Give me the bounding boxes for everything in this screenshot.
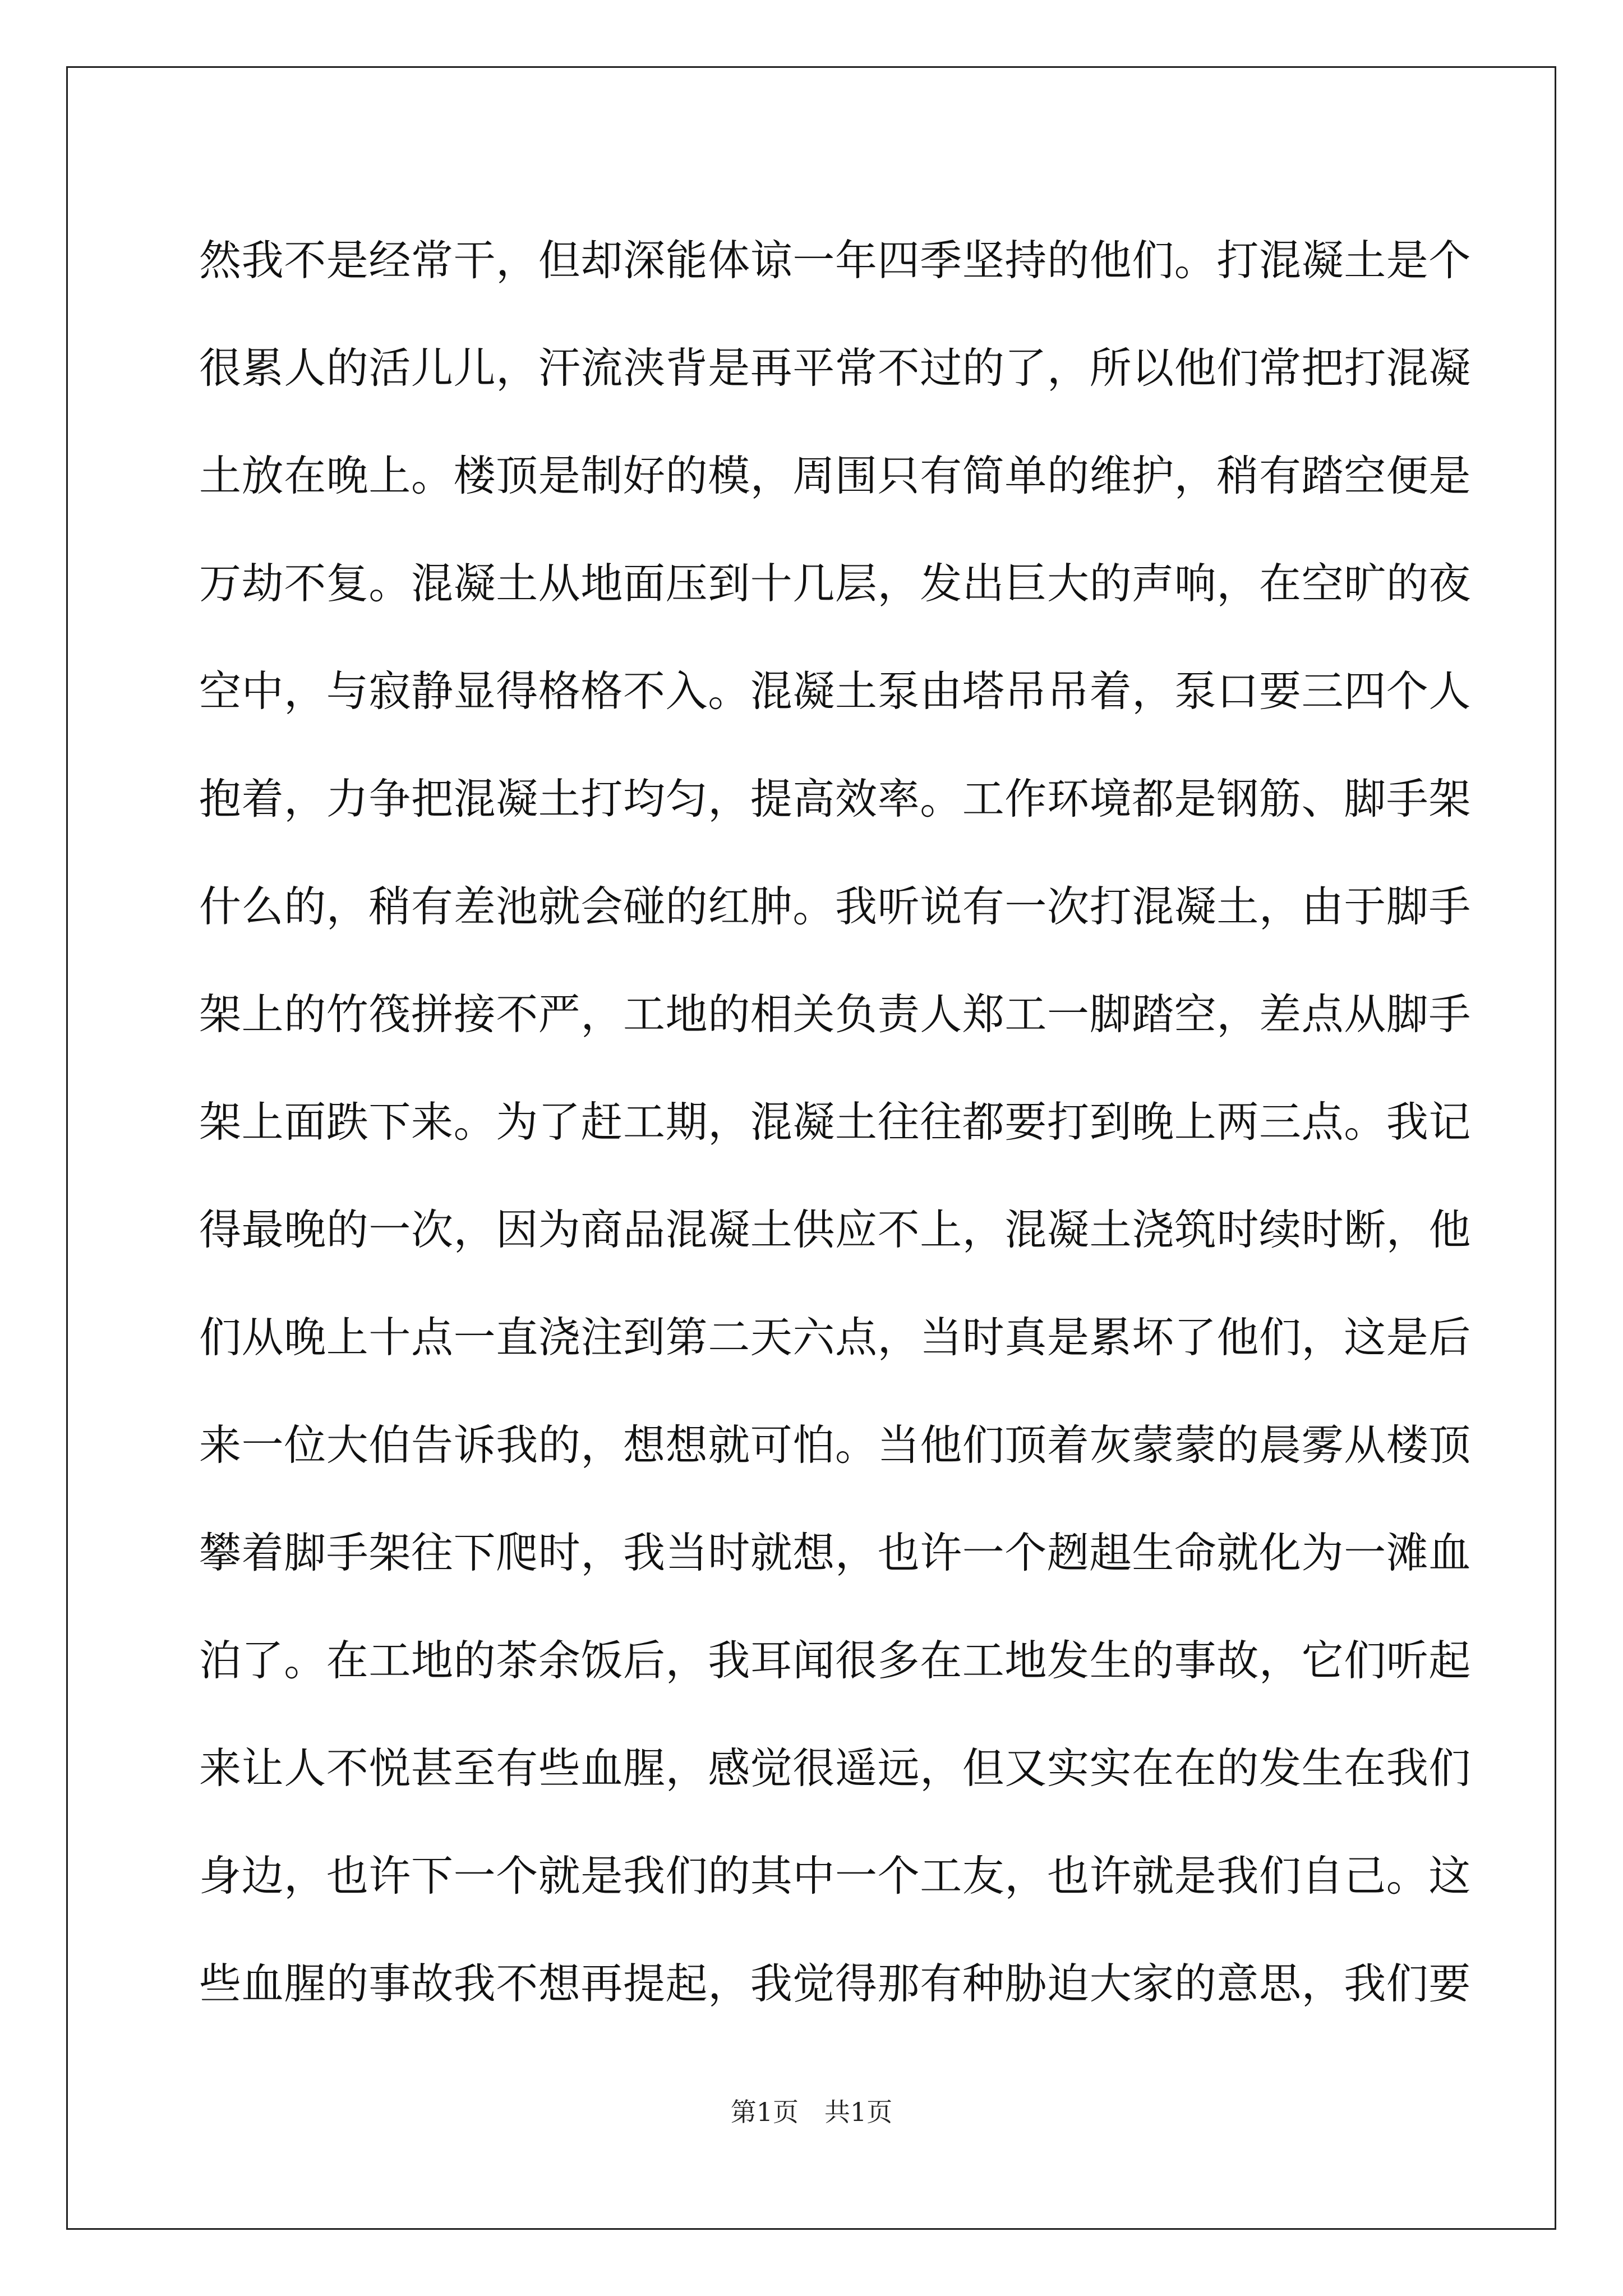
document-body [199,206,1472,2037]
text-line: 泊了。在工地的茶余饭后，我耳闻很多在工地发生的事故，它们听起 [199,1636,1472,1685]
page-number-footer: 第1页 共1页 [730,2097,893,2127]
text-line: 们从晚上十点一直浇注到第二天六点，当时真是累坏了他们，这是后 [199,1313,1472,1362]
text-line: 来让人不悦甚至有些血腥，感觉很遥远，但又实实在在的发生在我们 [199,1743,1472,1793]
text-line: 些血腥的事故我不想再提起，我觉得那有种胁迫大家的意思，我们要 [199,1959,1472,2008]
text-line: 空中，与寂静显得格格不入。混凝土泵由塔吊吊着，泵口要三四个人 [199,666,1472,716]
text-line: 来一位大伯告诉我的，想想就可怕。当他们顶着灰蒙蒙的晨雾从楼顶 [199,1420,1472,1470]
text-line: 万劫不复。混凝土从地面压到十几层，发出巨大的声响，在空旷的夜 [199,559,1472,608]
text-line: 抱着，力争把混凝土打均匀，提高效率。工作环境都是钢筋、脚手架 [199,774,1472,823]
text-line: 得最晚的一次，因为商品混凝土供应不上，混凝土浇筑时续时断，他 [199,1205,1472,1254]
text-line: 什么的，稍有差池就会碰的红肿。我听说有一次打混凝土，由于脚手 [199,882,1472,931]
text-line: 身边，也许下一个就是我们的其中一个工友，也许就是我们自己。这 [199,1851,1472,1901]
text-line: 架上的竹筏拼接不严，工地的相关负责人郑工一脚踏空，差点从脚手 [199,990,1472,1039]
text-line: 架上面跌下来。为了赶工期，混凝土往往都要打到晚上两三点。我记 [199,1097,1472,1147]
text-line: 很累人的活儿儿，汗流浃背是再平常不过的了，所以他们常把打混凝 [199,343,1472,393]
text-line: 攀着脚手架往下爬时，我当时就想，也许一个趔趄生命就化为一滩血 [199,1528,1472,1577]
text-line: 然我不是经常干，但却深能体谅一年四季坚持的他们。打混凝土是个 [199,236,1472,285]
text-line: 土放在晚上。楼顶是制好的模，周围只有简单的维护，稍有踏空便是 [199,451,1472,500]
